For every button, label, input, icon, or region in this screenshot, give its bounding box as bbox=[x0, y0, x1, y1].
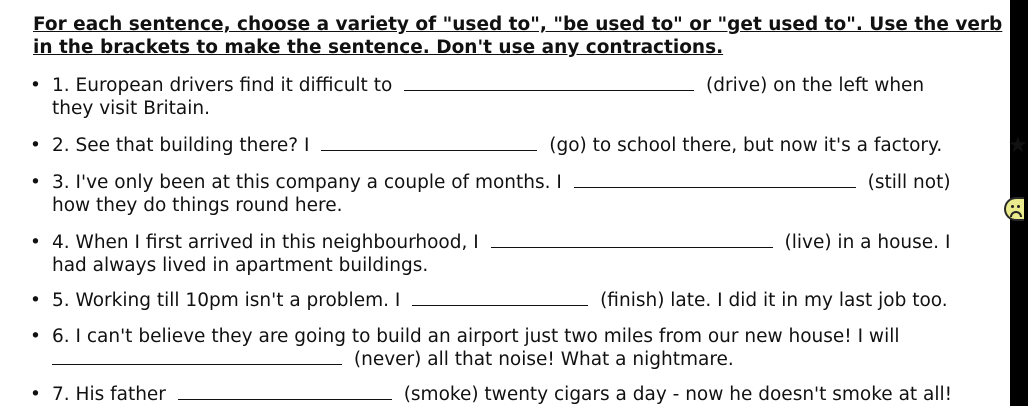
answer-blank-3[interactable] bbox=[574, 171, 856, 188]
bullet: • bbox=[30, 326, 41, 347]
bullet: • bbox=[30, 384, 41, 405]
item-1-before: 1. European drivers find it difficult to bbox=[52, 75, 393, 96]
item-1-continuation: they visit Britain. bbox=[52, 98, 210, 119]
item-4-after: (live) in a house. I bbox=[784, 232, 951, 253]
item-7-after: (smoke) twenty cigars a day - now he doesn't smoke at all! bbox=[403, 384, 953, 405]
answer-blank-7[interactable] bbox=[178, 383, 392, 400]
instructions-line-1: For each sentence, choose a variety of "used to", "be used to" or "get used to". Use the verb bbox=[33, 14, 1003, 35]
item-6-before: 6. I can't believe they are going to build an airport just two miles from our new house! I will bbox=[52, 326, 900, 347]
item-2-before: 2. See that building there? I bbox=[52, 135, 310, 156]
confused-face-icon[interactable] bbox=[1004, 197, 1024, 221]
answer-blank-1[interactable] bbox=[404, 74, 694, 91]
instructions-heading bbox=[33, 13, 1023, 59]
item-5-after: (finish) late. I did it in my last job too. bbox=[600, 290, 948, 311]
instructions-line-2: in the brackets to make the sentence. Don't use any contractions. bbox=[33, 37, 724, 58]
bullet: • bbox=[30, 135, 41, 156]
answer-blank-2[interactable] bbox=[321, 134, 537, 151]
answer-blank-5[interactable] bbox=[412, 289, 588, 306]
item-2-after: (go) to school there, but now it's a factory. bbox=[549, 135, 943, 156]
item-1-after: (drive) on the left when bbox=[706, 75, 925, 96]
answer-blank-4[interactable] bbox=[491, 231, 773, 248]
item-4-before: 4. When I first arrived in this neighbourhood, I bbox=[52, 232, 479, 253]
item-3-after: (still not) bbox=[867, 172, 951, 193]
item-7-before: 7. His father bbox=[52, 384, 166, 405]
bullet: • bbox=[30, 290, 41, 311]
bullet: • bbox=[30, 232, 41, 253]
answer-blank-6[interactable] bbox=[52, 348, 342, 365]
item-3-continuation: how they do things round here. bbox=[52, 195, 343, 216]
item-4-continuation: had always lived in apartment buildings. bbox=[52, 255, 429, 276]
bullet: • bbox=[30, 75, 41, 96]
item-3-before: 3. I've only been at this company a couple of months. I bbox=[52, 172, 562, 193]
item-5-before: 5. Working till 10pm isn't a problem. I bbox=[52, 290, 401, 311]
star-icon[interactable]: ★ bbox=[1008, 132, 1028, 157]
item-6-after: (never) all that noise! What a nightmare. bbox=[353, 349, 734, 370]
bullet: • bbox=[30, 172, 41, 193]
